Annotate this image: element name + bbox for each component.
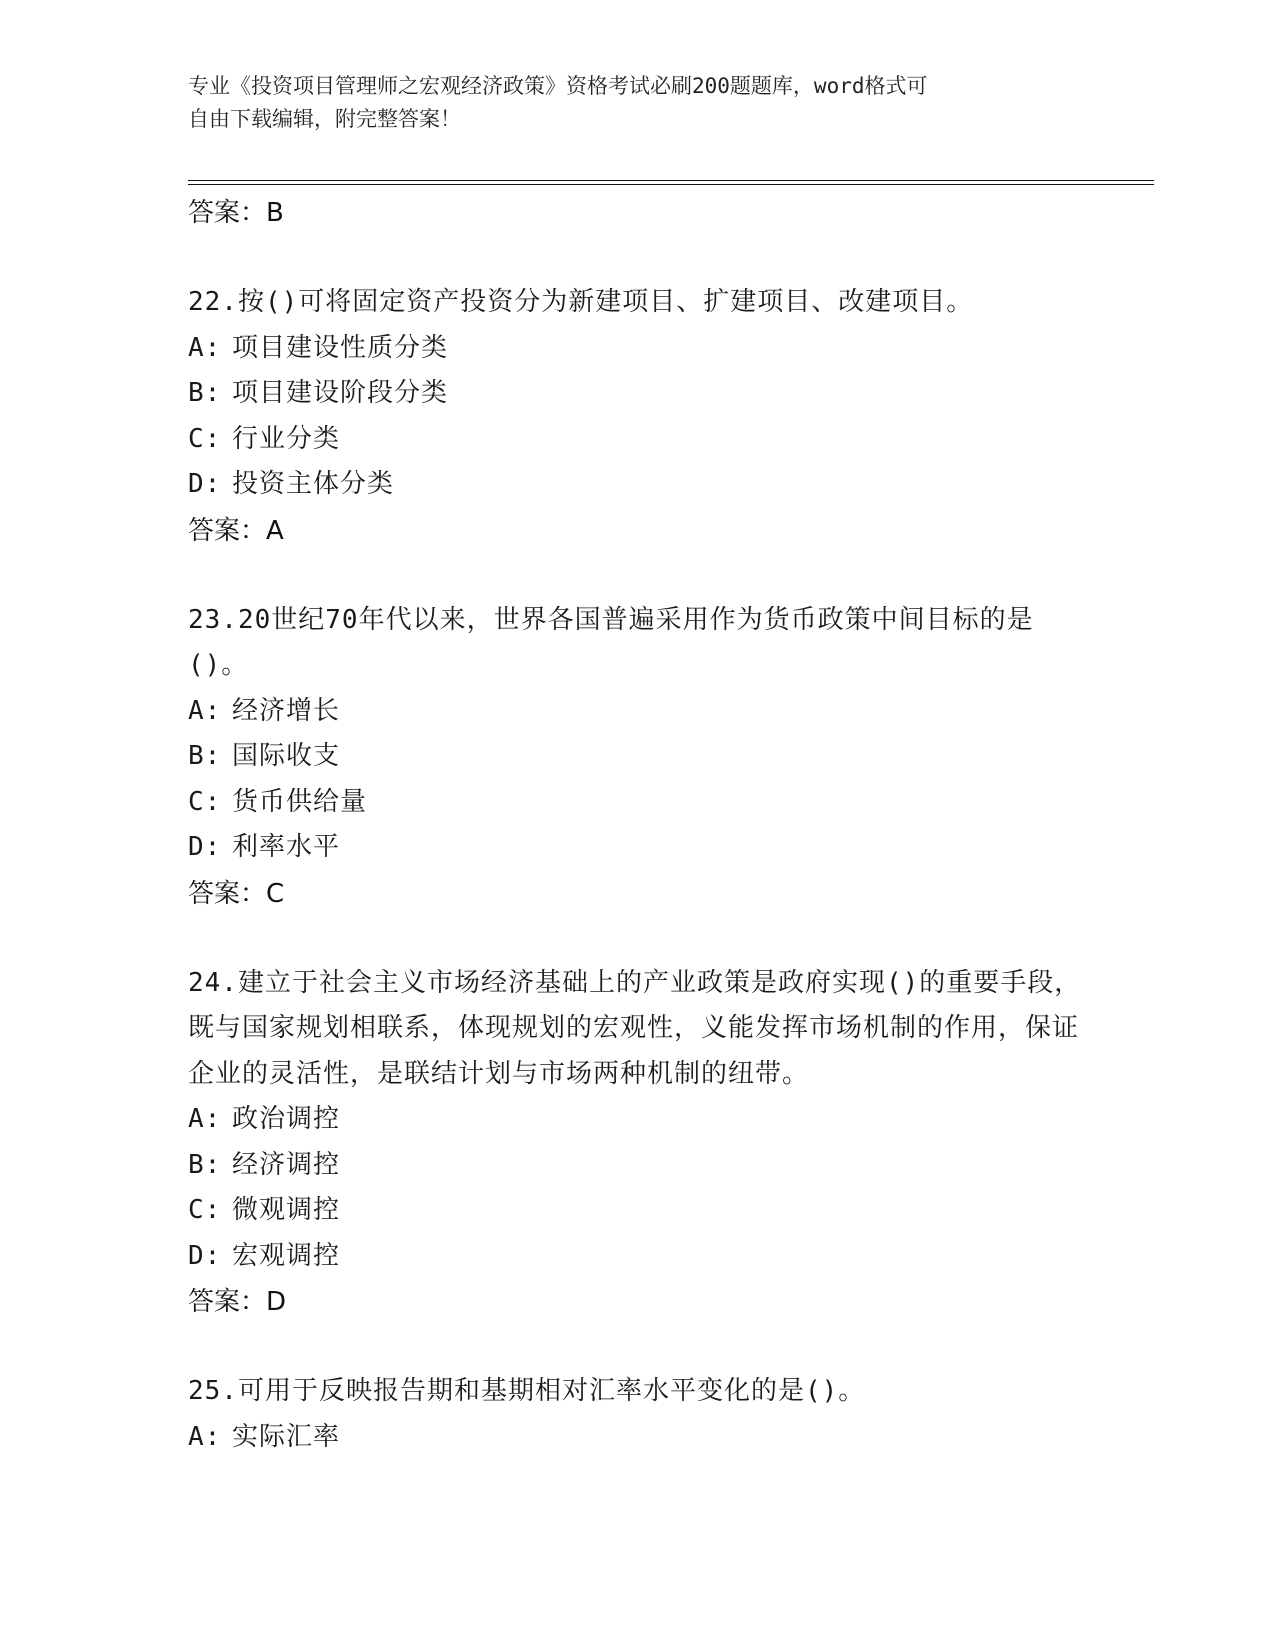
option-b (188, 371, 1088, 417)
option-key: A: (188, 695, 222, 726)
option-text: 项目建设性质分类 (232, 332, 449, 363)
header-line-2: 自由下载编辑，附完整答案！ (188, 107, 461, 131)
option-text: 项目建设阶段分类 (232, 378, 449, 408)
option-key: B: (188, 378, 222, 408)
option-key: D: (188, 1240, 222, 1271)
document-header (188, 70, 1068, 136)
question-list (188, 190, 1088, 1460)
option-key: C: (188, 1195, 222, 1225)
option-key: C: (188, 786, 222, 817)
option-key: A: (188, 1104, 222, 1134)
answer-line: 答案：C (188, 878, 285, 909)
option-text: 经济增长 (232, 695, 341, 726)
option-b (188, 1143, 1088, 1189)
option-c (188, 417, 1088, 463)
option-d (188, 462, 1088, 508)
option-a (188, 1097, 1088, 1143)
option-text: 政治调控 (232, 1104, 341, 1134)
option-c (188, 780, 1088, 826)
option-text: 实际汇率 (232, 1421, 341, 1452)
option-key: D: (188, 832, 222, 862)
option-key: B: (188, 741, 222, 771)
option-text: 微观调控 (232, 1195, 341, 1225)
question-25 (188, 1369, 1088, 1460)
option-a (188, 326, 1088, 372)
option-text: 投资主体分类 (232, 469, 395, 499)
question-text: 25.可用于反映报告期和基期相对汇率水平变化的是()。 (188, 1376, 866, 1406)
option-text: 宏观调控 (232, 1240, 341, 1271)
header-divider-top (188, 180, 1154, 181)
option-a (188, 1415, 1088, 1461)
option-d (188, 1234, 1088, 1280)
option-c (188, 1188, 1088, 1234)
option-text: 利率水平 (232, 832, 341, 862)
option-key: C: (188, 423, 222, 454)
question-text: 24.建立于社会主义市场经济基础上的产业政策是政府实现()的重要手段，既与国家规划相联系，体现规划的宏观性，义能发挥市场机制的作用，保证企业的灵活性，是联结计划与市场两种机制的纽带。 (188, 967, 1082, 1089)
header-divider-bottom (188, 184, 1154, 185)
question-24 (188, 961, 1088, 1326)
question-23 (188, 598, 1088, 917)
option-d (188, 825, 1088, 871)
option-a (188, 689, 1088, 735)
question-22 (188, 280, 1088, 554)
option-b (188, 734, 1088, 780)
option-key: D: (188, 469, 222, 499)
option-key: A: (188, 1421, 222, 1452)
option-key: A: (188, 332, 222, 363)
option-text: 国际收支 (232, 741, 341, 771)
answer-line: 答案：A (188, 515, 284, 546)
previous-answer: 答案：B (188, 198, 284, 228)
option-text: 经济调控 (232, 1149, 341, 1180)
answer-line: 答案：D (188, 1287, 287, 1317)
question-text: 22.按()可将固定资产投资分为新建项目、扩建项目、改建项目。 (188, 287, 974, 317)
header-line-1: 专业《投资项目管理师之宏观经济政策》资格考试必刷200题题库，word格式可 (188, 74, 928, 98)
option-text: 货币供给量 (232, 786, 368, 817)
option-text: 行业分类 (232, 423, 341, 454)
option-key: B: (188, 1149, 222, 1180)
question-text: 23.20世纪70年代以来，世界各国普遍采用作为货币政策中间目标的是()。 (188, 604, 1034, 680)
